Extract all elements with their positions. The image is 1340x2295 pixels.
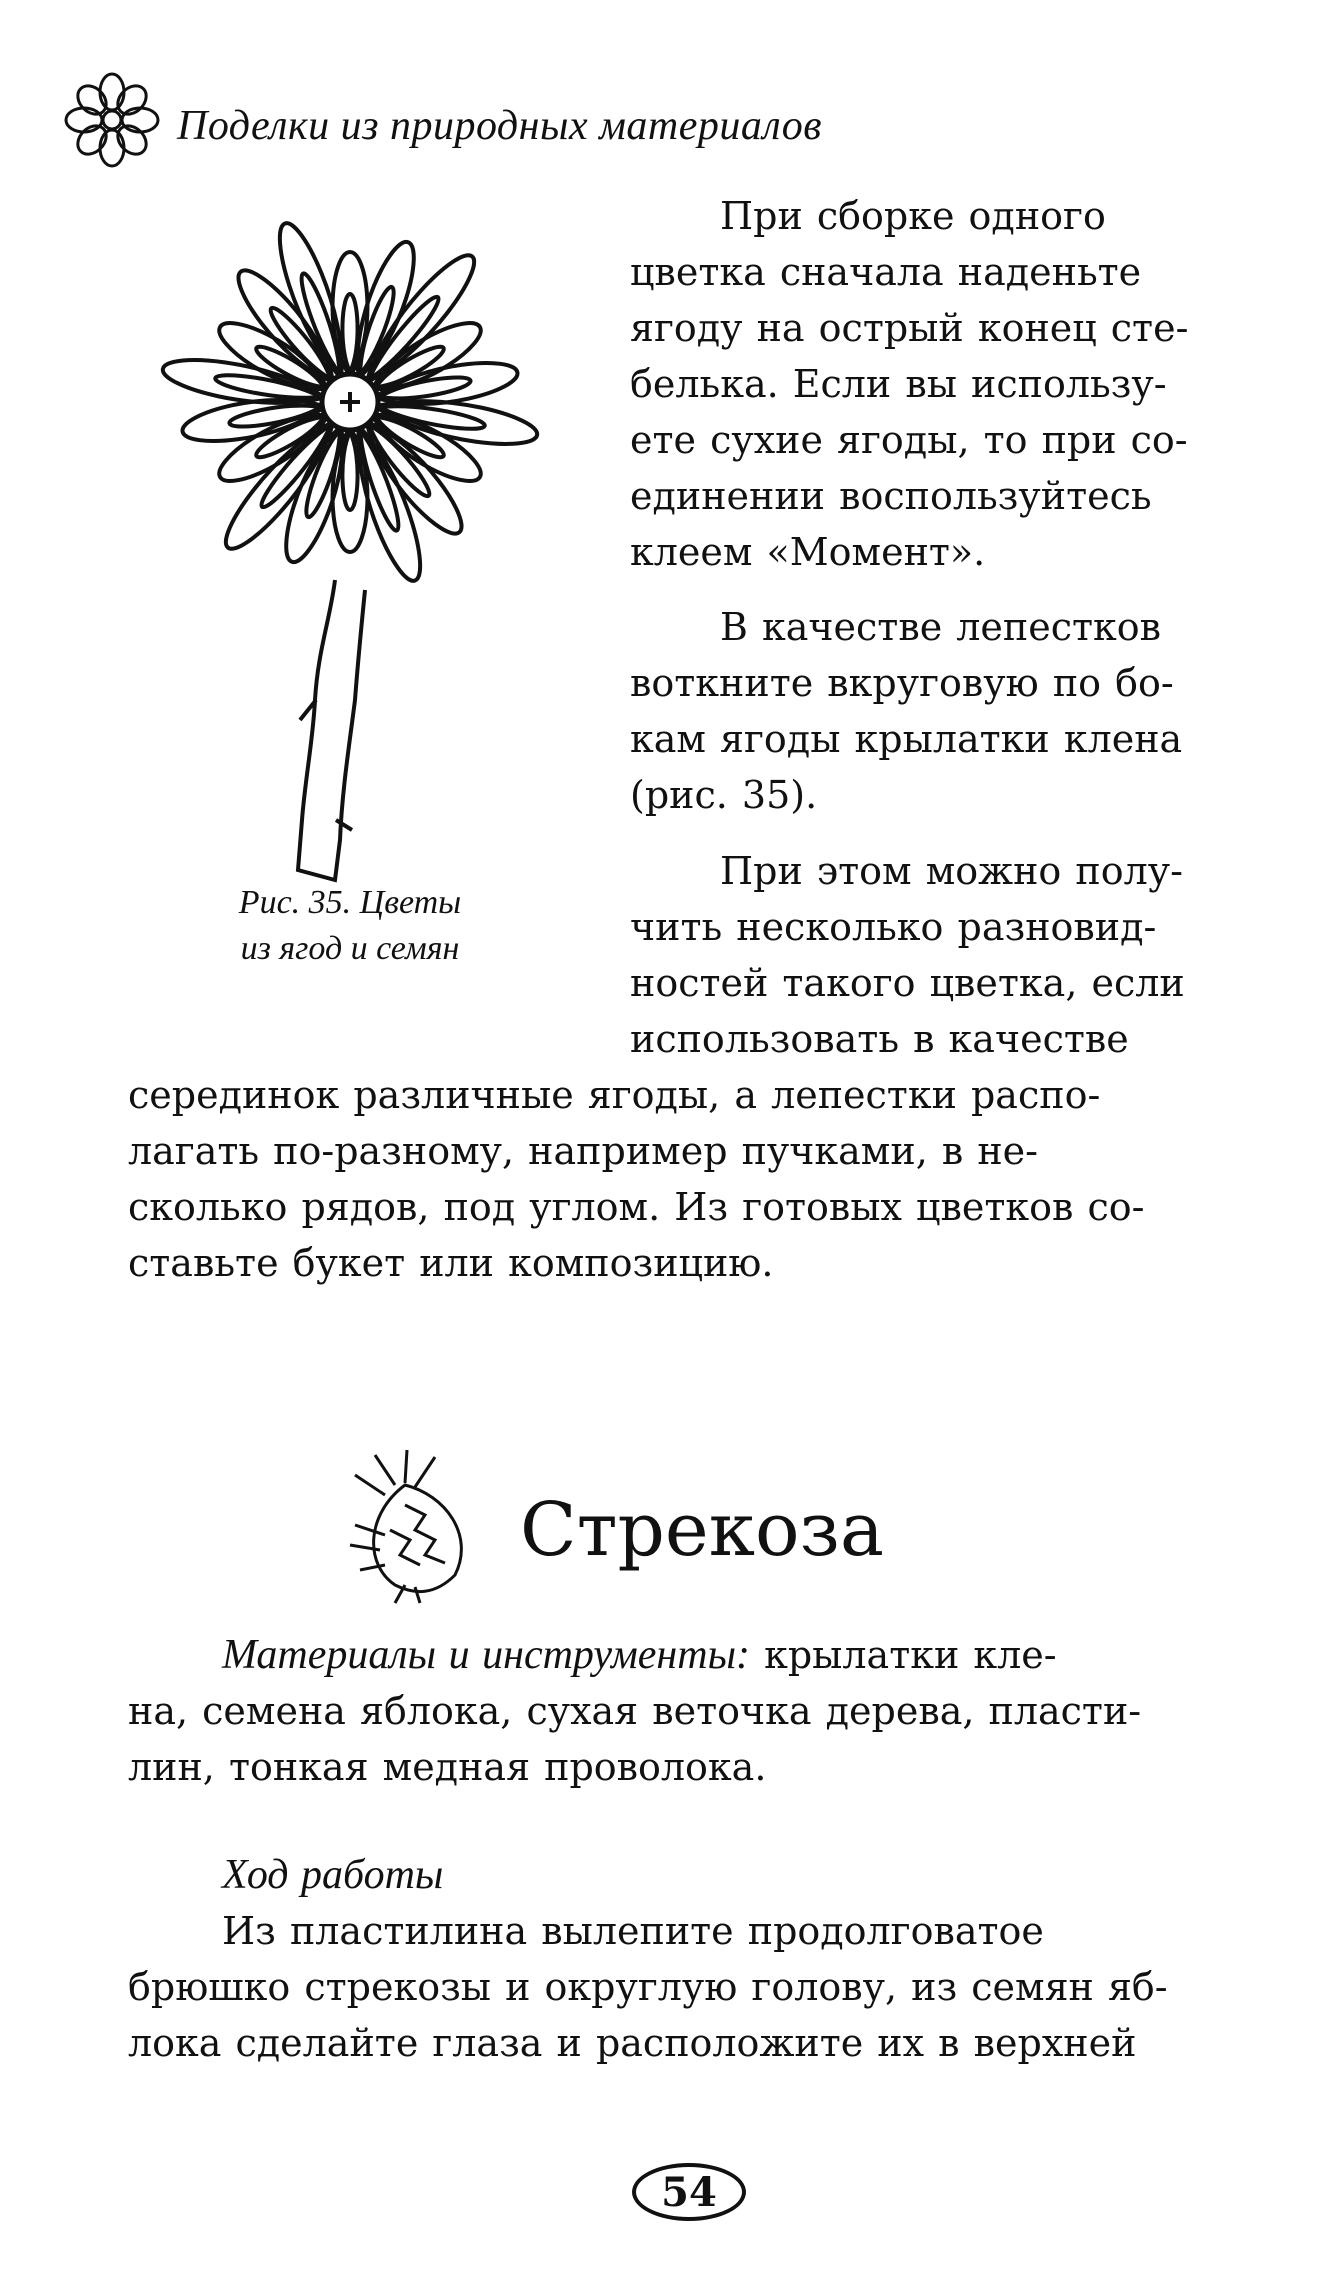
petal-outer [364, 400, 489, 492]
petal-outer [211, 312, 336, 404]
text-line: брюшко стрекозы и округлую голову, из семян яб- [128, 1965, 1168, 2009]
figure-35 [130, 180, 580, 890]
text-line: цветка сначала наденьте [630, 250, 1142, 294]
flower-ornament-icon [62, 70, 162, 170]
text-line: лагать по-разному, например пучками, в не- [128, 1129, 1038, 1173]
caption-line-1: Рис. 35. Цветы [238, 884, 462, 921]
text-line: кам ягоды крылатки клена [630, 717, 1183, 761]
text-line: В качестве лепестков [720, 605, 1162, 649]
text-line: серединок различные ягоды, а лепестки распо- [128, 1073, 1101, 1117]
materials-line-1 [222, 1632, 1057, 1678]
section-heading [335, 1445, 915, 1605]
running-head [62, 70, 1262, 170]
daisy-flower-illustration [130, 180, 580, 890]
text-line: ностей такого цветка, если [630, 961, 1185, 1005]
text-line: клеем «Момент». [630, 530, 986, 574]
text-line: единении воспользуйтесь [630, 474, 1152, 518]
text-line: ете сухие ягоды, то при со- [630, 418, 1188, 462]
text-line: использовать в качестве [630, 1017, 1129, 1061]
work-heading: Ход работы [222, 1852, 444, 1898]
text-line: ставьте букет или композицию. [128, 1241, 774, 1285]
materials-label: Материалы и инструменты: [222, 1632, 751, 1678]
text-line: ягоду на острый конец сте- [630, 306, 1189, 350]
text-line: сколько рядов, под углом. Из готовых цветков со- [128, 1185, 1145, 1229]
pine-cone-ornament-icon [335, 1445, 495, 1605]
text-line: чить несколько разновид- [630, 905, 1157, 949]
text-line: лин, тонкая медная проволока. [128, 1745, 767, 1789]
text-line: При сборке одного [720, 194, 1106, 238]
text-line: на, семена яблока, сухая веточка дерева, пласти- [128, 1689, 1142, 1733]
text-line: белька. Если вы использу- [630, 362, 1167, 406]
page-number [632, 2163, 752, 2233]
materials-text: крылатки кле- [750, 1633, 1057, 1677]
petal-inner [342, 432, 357, 510]
text-line: (рис. 35). [630, 773, 818, 817]
figure-caption [150, 880, 550, 972]
running-head-title: Поделки из природных материалов [177, 103, 822, 149]
text-line: Из пластилина вылепите продолговатое [222, 1909, 1044, 1953]
caption-line-2: из ягод и семян [240, 930, 460, 967]
text-line: лока сделайте глаза и расположите их в верхней [128, 2021, 1137, 2065]
text-line: При этом можно полу- [720, 849, 1183, 893]
section-title: Стрекоза [520, 1487, 885, 1573]
page-number-value: 54 [661, 2169, 717, 2216]
text-line: воткните вкруговую по бо- [630, 661, 1174, 705]
petal-inner [342, 294, 357, 372]
